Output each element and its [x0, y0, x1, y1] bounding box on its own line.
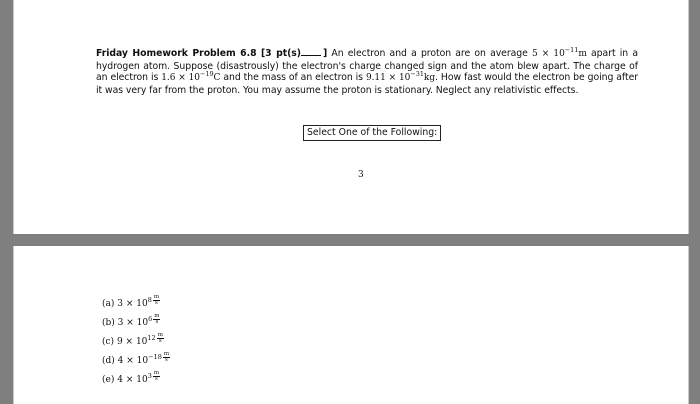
problem-text-d: . How fast would the electron be going after it was very far from the proton. You may assume the proton is stationary. Neglect any relativistic effects.	[96, 72, 639, 96]
answer-value: 3	[358, 170, 364, 180]
mass-value: $9.11 \times 10^{-31}kg$	[365, 70, 436, 84]
select-one-button[interactable]: Select One of the Following:	[303, 125, 441, 141]
question-panel	[13, 0, 689, 234]
problem-statement	[96, 47, 638, 96]
choice-a[interactable]: (a) $3 \times 10^8$ $\frac{m}{s}$	[102, 294, 160, 309]
points-blank	[301, 47, 321, 56]
choice-b[interactable]: (b) $3 \times 10^6$ $\frac{m}{s}$	[102, 313, 160, 328]
charge-value: $1.6 \times 10^{-19}C$	[161, 70, 221, 84]
problem-text-a: An electron and a proton are on average	[327, 48, 532, 59]
choice-list	[102, 294, 170, 393]
problem-title-close: ]	[322, 48, 328, 59]
problem-text-b: apart in a hydrogen atom. Suppose (disastrously) the electron's charge changed sign and the atom blew apart. The charge of an electron is	[96, 48, 638, 84]
problem-text-c: and the mass of an electron is	[220, 72, 366, 84]
distance-value: $5 \times 10^{-11}m$	[532, 46, 587, 59]
choice-c[interactable]: (c) $9 \times 10^{12}$ $\frac{m}{s}$	[102, 332, 163, 347]
problem-title: Friday Homework Problem 6.8 [3 pt(s)	[96, 48, 301, 59]
choice-d[interactable]: (d) $4 \times 10^{-18}$ $\frac{m}{s}$	[102, 351, 170, 366]
choice-e[interactable]: (e) $4 \times 10^3$ $\frac{m}{s}$	[102, 370, 160, 385]
